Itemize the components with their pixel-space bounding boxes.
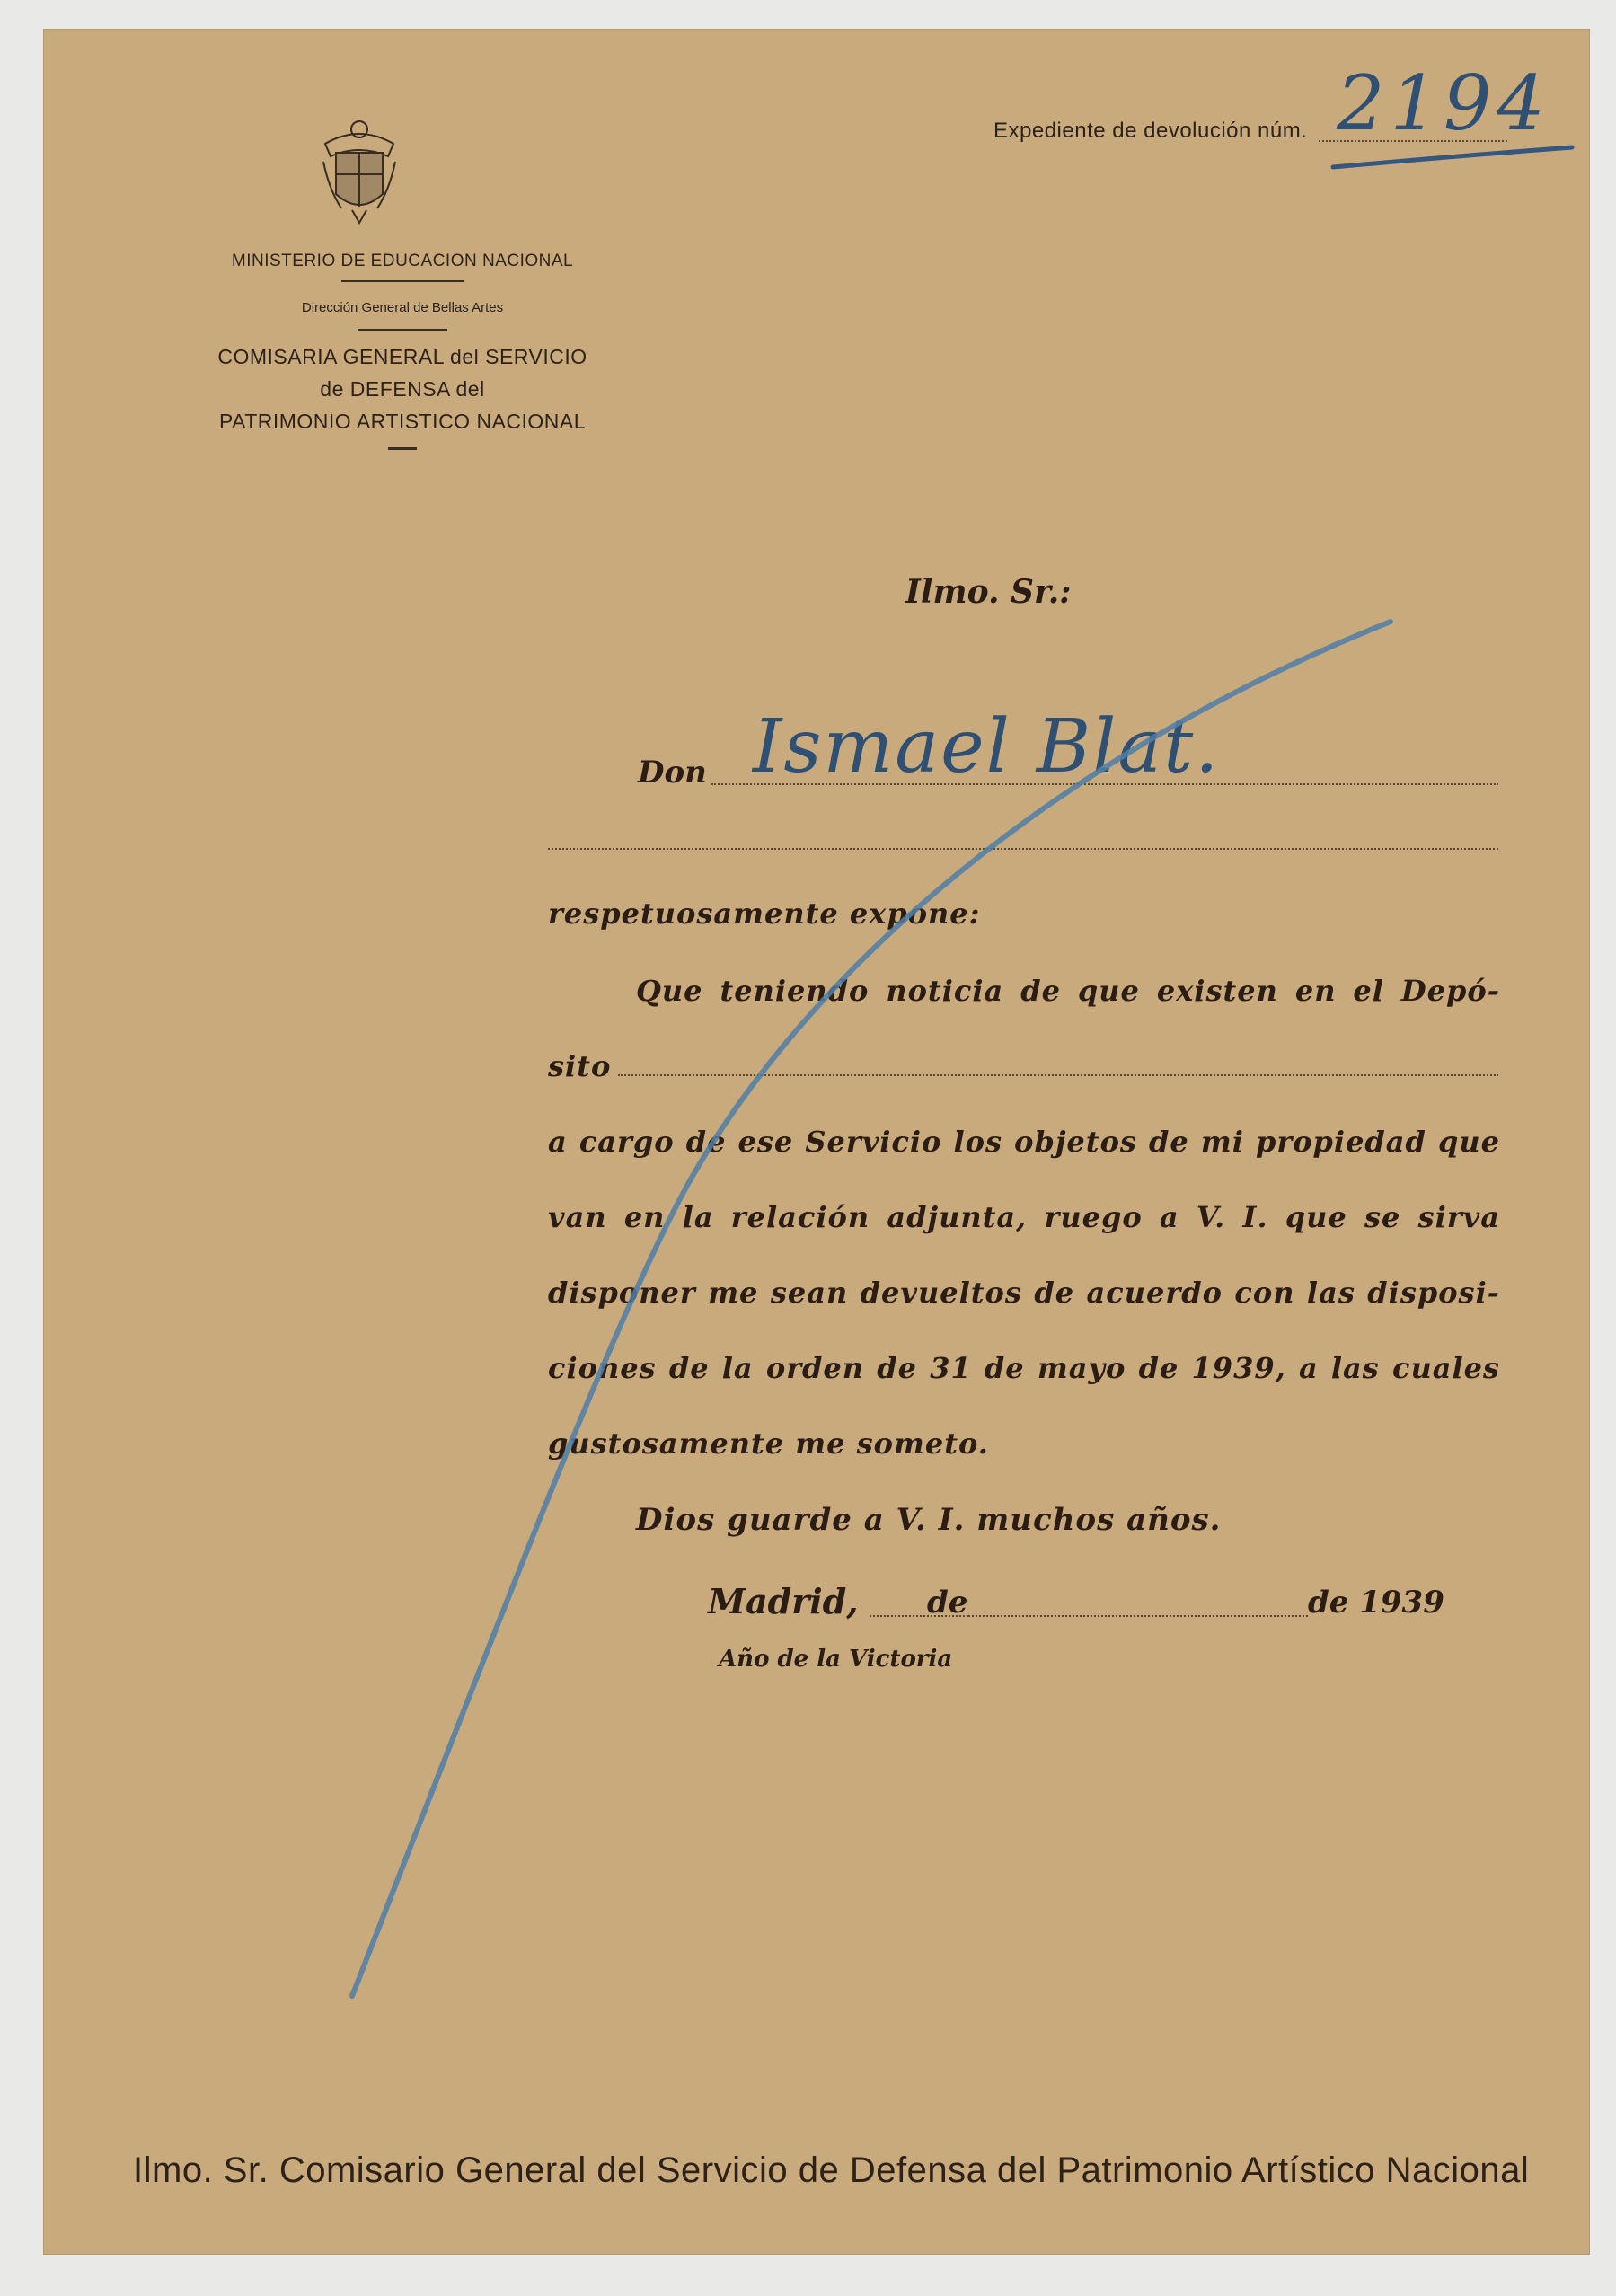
blue-pencil-stroke <box>43 29 1590 2255</box>
ministry-name: MINISTERIO DE EDUCACION NACIONAL <box>231 252 574 270</box>
document-sheet <box>43 29 1590 2255</box>
body-intro: respetuosamente expone: <box>548 896 981 931</box>
date-place: Madrid, <box>708 1581 859 1621</box>
body-line-6: ciones de la orden de 31 de mayo de 1939, a las cuales <box>548 1351 1500 1385</box>
body-line-2: sito <box>548 1049 612 1083</box>
date-de-2: de 1939 <box>1308 1585 1444 1620</box>
salutation: Ilmo. Sr.: <box>905 573 1072 611</box>
closing-formula: Dios guarde a V. I. muchos años. <box>636 1502 1222 1538</box>
year-note: Año de la Victoria <box>719 1646 953 1673</box>
commission-line-2: de DEFENSA del <box>320 377 485 401</box>
file-number-value: 2194 <box>1337 59 1550 147</box>
file-number-label: Expediente de devolución núm. <box>993 119 1308 143</box>
commission-line-1: COMISARIA GENERAL del SERVICIO <box>217 345 587 368</box>
directorate-name: Dirección General de Bellas Artes <box>301 300 504 315</box>
body-line-3: a cargo de ese Servicio los objetos de mi propiedad que <box>548 1125 1500 1159</box>
body-line-4: van en la relación adjunta, ruego a V. I. que se sirva <box>548 1200 1500 1234</box>
date-de-1: de <box>927 1585 968 1620</box>
body-line-7: gustosamente me someto. <box>548 1426 989 1461</box>
petitioner-prefix: Don <box>638 755 707 790</box>
body-line-1: Que teniendo noticia de que existen en el Depó- <box>636 974 1500 1008</box>
commission-line-3: PATRIMONIO ARTISTICO NACIONAL <box>218 410 587 433</box>
petitioner-name: Ismael Blat. <box>753 704 1221 790</box>
footer-addressee: Ilmo. Sr. Comisario General del Servicio de Defensa del Patrimonio Artístico Nacional <box>133 2150 1530 2190</box>
body-line-5: disponer me sean devueltos de acuerdo con las disposi- <box>548 1276 1500 1310</box>
